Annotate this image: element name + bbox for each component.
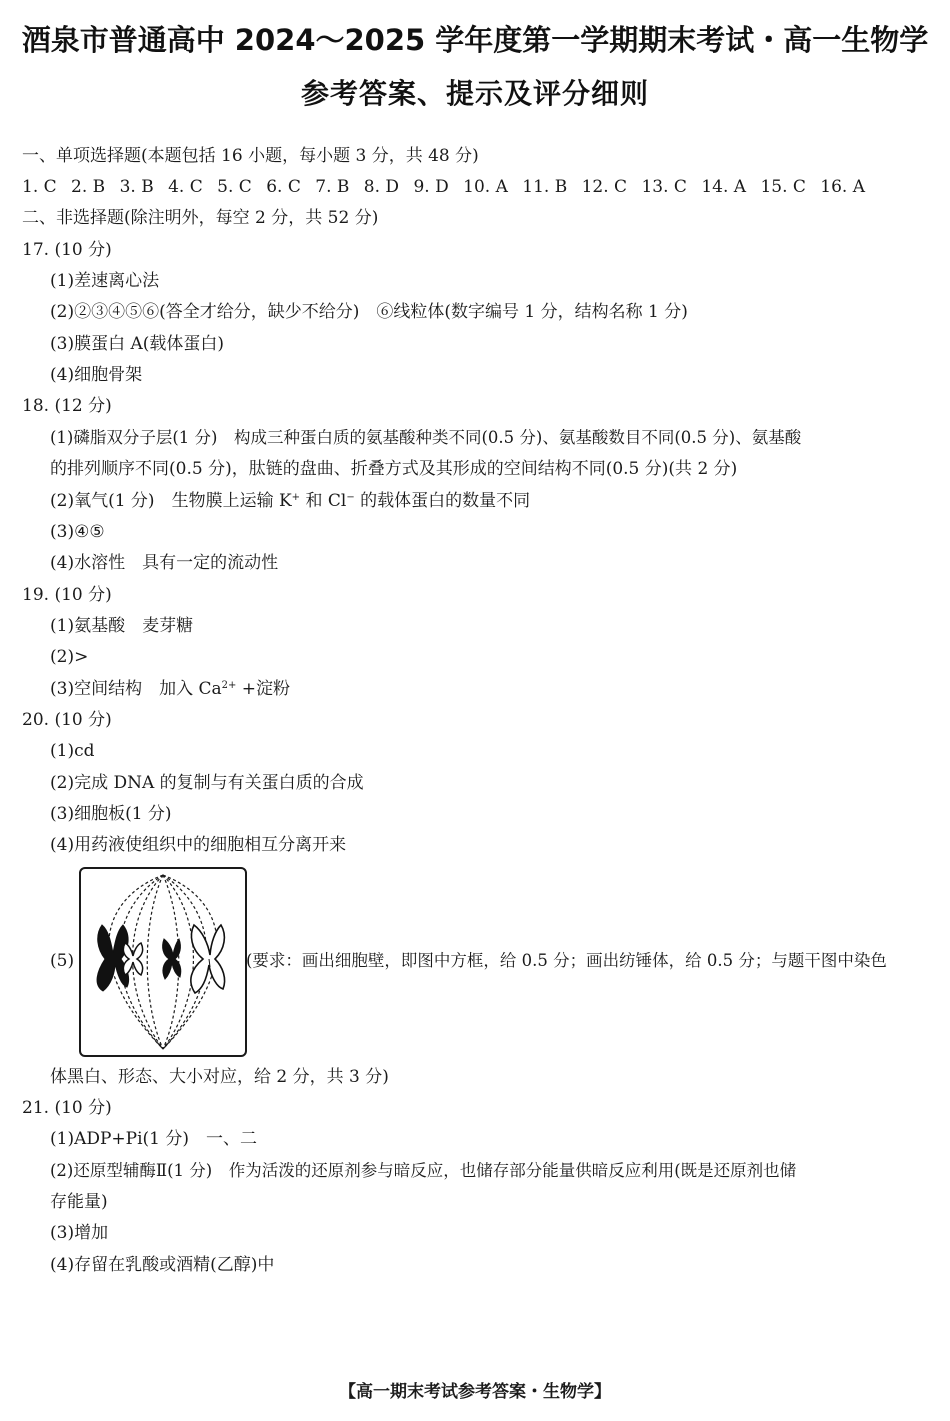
q18-answer-2-pre: (2)氧气(1 分) 生物膜上运输 K [50,491,292,511]
potassium-charge: + [291,492,301,503]
q21-answer-1: (1)ADP+Pi(1 分) 一、二 [50,1129,258,1149]
q20-answer-5-text-cont: 体黑白、形态、大小对应，给 2 分，共 3 分) [50,1067,389,1087]
q18-answer-4: (4)水溶性 具有一定的流动性 [50,553,279,573]
section2-heading: 二、非选择题(除注明外，每空 2 分，共 52 分) [22,208,379,228]
answer-8: 8. D [363,177,400,197]
answer-11: 11. B [522,177,568,197]
answer-6: 6. C [266,177,301,197]
q17-answer-3: (3)膜蛋白 A(载体蛋白) [50,334,225,354]
q17-answer-4: (4)细胞骨架 [50,365,143,385]
spindle-chromosome-diagram [81,869,245,1055]
q20-answer-5-text: (要求：画出细胞壁，即图中方框，给 0.5 分；画出纺锤体，给 0.5 分；与题干图中染色 [246,951,887,970]
q20-answer-2: (2)完成 DNA 的复制与有关蛋白质的合成 [50,773,364,793]
answer-13: 13. C [641,177,687,197]
answer-15: 15. C [760,177,806,197]
q18-title: 18. (12 分) [22,396,112,416]
choice-answers-row [22,176,874,198]
q20-answer-4: (4)用药液使组织中的细胞相互分离开来 [50,835,347,855]
answer-5: 5. C [217,177,252,197]
answer-3: 3. B [119,177,154,197]
q21-answer-2-line2: 存能量) [50,1192,108,1212]
page-footer: 【高一期末考试参考答案・生物学】 [339,1382,611,1402]
q20-answer-3: (3)细胞板(1 分) [50,804,172,824]
q19-answer-3-post: +淀粉 [236,679,291,699]
q21-answer-3: (3)增加 [50,1223,109,1243]
answer-14: 14. A [701,177,747,197]
calcium-charge: 2+ [221,680,237,691]
document-title: 酒泉市普通高中 2024～2025 学年度第一学期期末考试・高一生物学 [21,23,929,57]
q19-answer-3 [50,678,290,700]
q21-title: 21. (10 分) [22,1098,112,1118]
q19-answer-1: (1)氨基酸 麦芽糖 [50,616,194,636]
section1-heading: 一、单项选择题(本题包括 16 小题，每小题 3 分，共 48 分) [22,146,479,166]
q21-answer-2-line1: (2)还原型辅酶Ⅱ(1 分) 作为活泼的还原剂参与暗反应，也储存部分能量供暗反应利用(既是还原剂也储 [50,1161,797,1180]
answer-2: 2. B [71,177,106,197]
answer-4: 4. C [168,177,203,197]
document-subtitle: 参考答案、提示及评分细则 [300,77,649,110]
q19-answer-2: (2)> [50,647,89,667]
q18-answer-1-line2: 的排列顺序不同(0.5 分)，肽链的盘曲、折叠方式及其形成的空间结构不同(0.5 分)(共 2 分) [50,459,738,479]
q20-title: 20. (10 分) [22,710,112,730]
answer-10: 10. A [463,177,508,197]
q18-answer-2-post: 的载体蛋白的数量不同 [354,491,531,511]
answer-1: 1. C [22,177,57,197]
q17-answer-2: (2)②③④⑤⑥(答全才给分，缺少不给分) ⑥线粒体(数字编号 1 分，结构名称 1 分) [50,302,688,322]
q20-answer-5-label: (5) [50,951,75,971]
answer-12: 12. C [581,177,628,197]
q18-answer-2 [50,490,530,512]
answer-7: 7. B [315,177,350,197]
answer-9: 9. D [413,177,449,197]
q18-answer-1-line1: (1)磷脂双分子层(1 分) 构成三种蛋白质的氨基酸种类不同(0.5 分)、氨基酸数目不同(0.5 分)、氨基酸 [50,428,802,447]
chloride-charge: − [346,492,355,503]
q18-answer-2-mid: 和 Cl [300,491,347,511]
q17-answer-1: (1)差速离心法 [50,271,160,291]
cell-division-figure [79,867,247,1057]
q19-answer-3-pre: (3)空间结构 加入 Ca [50,679,222,699]
q17-title: 17. (10 分) [22,240,112,260]
answer-16: 16. A [820,177,866,197]
q18-answer-3: (3)④⑤ [50,522,105,542]
q19-title: 19. (10 分) [22,585,112,605]
q20-answer-1: (1)cd [50,741,95,761]
q21-answer-4: (4)存留在乳酸或酒精(乙醇)中 [50,1255,275,1275]
